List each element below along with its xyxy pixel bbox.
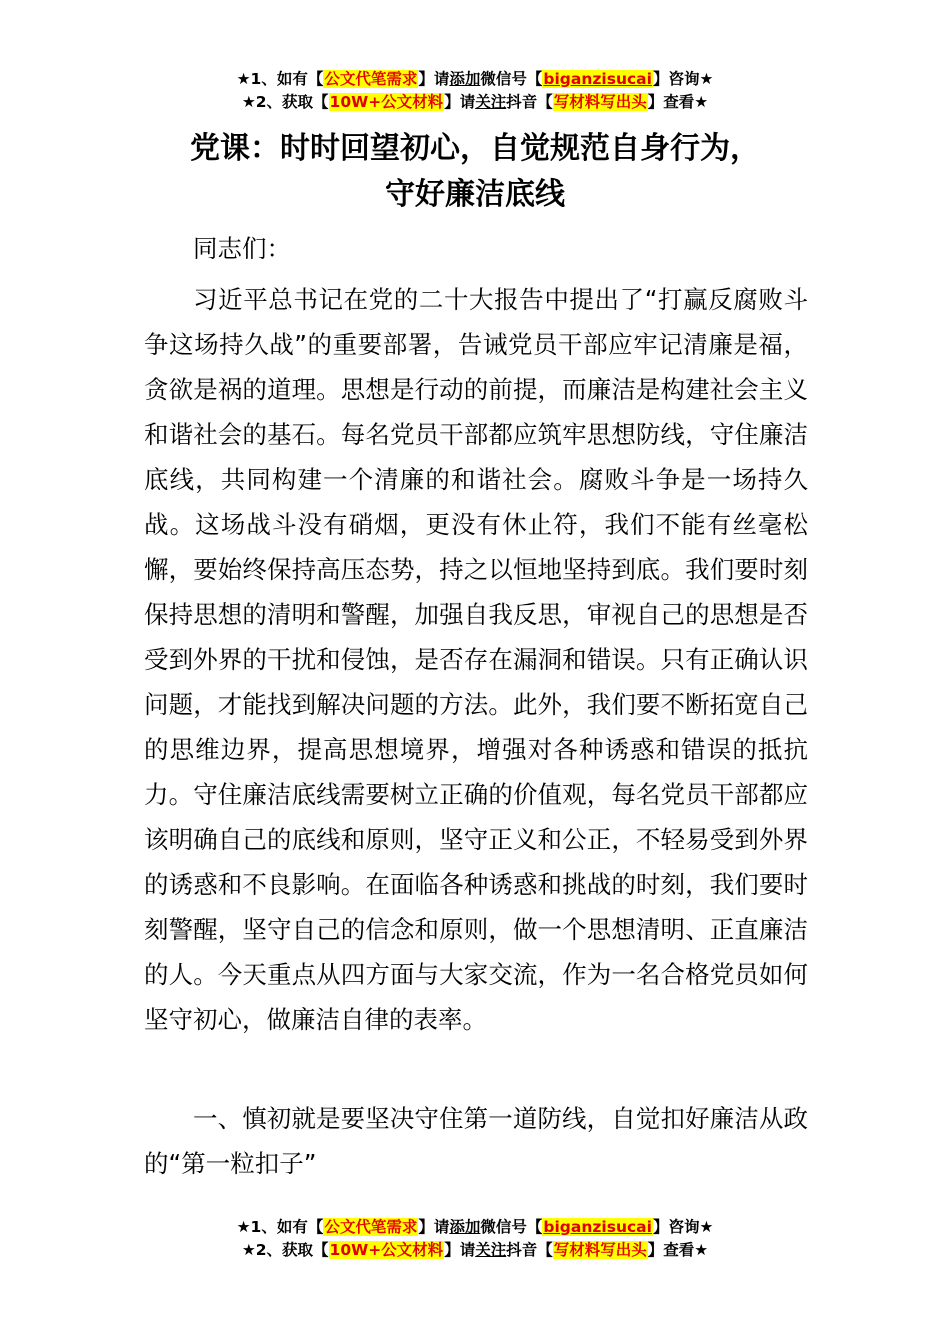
banner-underline-text: 添加 <box>449 1218 481 1236</box>
banner-highlight: 10W+公文材料 <box>329 1241 444 1259</box>
banner-line-1 <box>0 68 950 91</box>
salutation: 同志们： <box>193 234 291 263</box>
banner-text: 】咨询★ <box>652 1218 714 1236</box>
banner-line-1 <box>0 1216 950 1239</box>
section-heading-1 <box>144 1096 808 1186</box>
title-line-2: 守好廉洁底线 <box>385 177 565 212</box>
footer-banner <box>0 1216 950 1262</box>
document-title <box>0 126 950 218</box>
banner-text: 】请 <box>418 70 450 88</box>
banner-text: ★2、获取【 <box>241 1241 329 1259</box>
banner-underline-text: 关注 <box>475 1241 507 1259</box>
wechat-id: biganzisucai <box>543 70 652 88</box>
banner-text: ★1、如有【 <box>236 70 324 88</box>
banner-line-2 <box>0 1239 950 1262</box>
banner-text: 微信号【 <box>480 70 543 88</box>
banner-text: 】请 <box>444 93 476 111</box>
banner-text: 】咨询★ <box>652 70 714 88</box>
banner-highlight: 公文代笔需求 <box>324 1218 418 1236</box>
banner-line-2 <box>0 91 950 114</box>
douyin-account: 写材料写出头 <box>553 93 647 111</box>
banner-text: ★2、获取【 <box>241 93 329 111</box>
banner-text: 抖音【 <box>506 1241 553 1259</box>
paragraph-text: 习近平总书记在党的二十大报告中提出了“打赢反腐败斗争这场持久战”的重要部署，告诫党员干部应牢记清廉是福，贪欲是祸的道理。思想是行动的前提，而廉洁是构建社会主义和谐社会的基石。每名党员干部都应筑牢思想防线，守住廉洁底线，共同构建一个清廉的和谐社会。腐败斗争是一场持久战。这场战斗没有硝烟，更没有休止符，我们不能有丝毫松懈，要始终保持高压态势，持之以恒地坚持到底。我们要时刻保持思想的清明和警醒，加强自我反思，审视自己的思想是否受到外界的干扰和侵蚀，是否存在漏洞和错误。只有正确认识问题，才能找到解决问题的方法。此外，我们要不断拓宽自己的思维边界，提高思想境界，增强对各种诱惑和错误的抵抗力。守住廉洁底线需要树立正确的价值观，每名党员干部都应该明确自己的底线和原则，坚守正义和公正，不轻易受到外界的诱惑和不良影响。在面临各种诱惑和挑战的时刻，我们要时刻警醒，坚守自己的信念和原则，做一个思想清明、正直廉洁的人。今天重点从四方面与大家交流，作为一名合格党员如何坚守初心，做廉洁自律的表率。 <box>144 285 808 1034</box>
banner-text: 抖音【 <box>506 93 553 111</box>
banner-text: 微信号【 <box>480 1218 543 1236</box>
banner-text: 】请 <box>444 1241 476 1259</box>
banner-underline-text: 添加 <box>449 70 481 88</box>
banner-highlight: 公文代笔需求 <box>324 70 418 88</box>
section-heading-text: 一、慎初就是要坚决守住第一道防线，自觉扣好廉洁从政的“第一粒扣子” <box>144 1104 808 1178</box>
douyin-account: 写材料写出头 <box>553 1241 647 1259</box>
salutation-block <box>144 226 808 271</box>
banner-highlight: 10W+公文材料 <box>329 93 444 111</box>
banner-text: ★1、如有【 <box>236 1218 324 1236</box>
banner-text: 】查看★ <box>647 93 709 111</box>
banner-text: 】请 <box>418 1218 450 1236</box>
banner-text: 】查看★ <box>647 1241 709 1259</box>
title-line-1: 党课：时时回望初心，自觉规范自身行为， <box>190 131 760 166</box>
header-banner <box>0 68 950 114</box>
banner-underline-text: 关注 <box>475 93 507 111</box>
wechat-id: biganzisucai <box>543 1218 652 1236</box>
body-paragraph-1 <box>144 277 808 1042</box>
